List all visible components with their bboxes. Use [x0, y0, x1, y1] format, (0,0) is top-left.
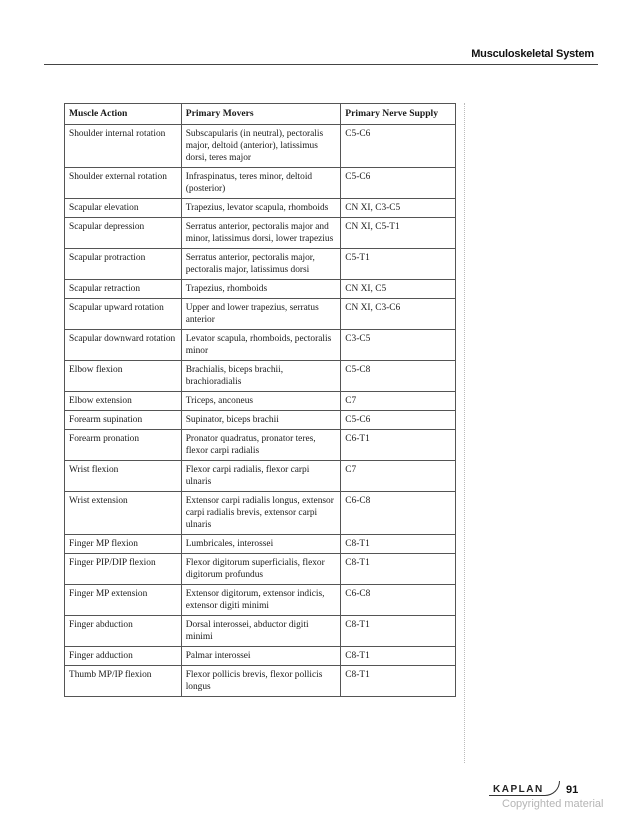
- margin-dotted-rule: [464, 103, 465, 763]
- muscle-action-table: [64, 103, 456, 697]
- table-row: [65, 461, 456, 492]
- cell-nerve-supply: C5-T1: [341, 249, 456, 280]
- cell-muscle-action: Wrist extension: [65, 492, 182, 535]
- cell-muscle-action: Finger abduction: [65, 616, 182, 647]
- table-header-row: [65, 104, 456, 125]
- cell-muscle-action: Scapular elevation: [65, 199, 182, 218]
- cell-muscle-action: Elbow extension: [65, 392, 182, 411]
- table-row: [65, 361, 456, 392]
- cell-nerve-supply: C7: [341, 392, 456, 411]
- table-row: [65, 330, 456, 361]
- cell-nerve-supply: C6-C8: [341, 585, 456, 616]
- cell-muscle-action: Forearm supination: [65, 411, 182, 430]
- cell-primary-movers: Subscapularis (in neutral), pectoralis major, deltoid (anterior), latissimus dorsi, teres major: [181, 125, 341, 168]
- cell-primary-movers: Trapezius, levator scapula, rhomboids: [181, 199, 341, 218]
- page-number: 91: [566, 784, 579, 796]
- cell-muscle-action: Scapular downward rotation: [65, 330, 182, 361]
- cell-nerve-supply: C8-T1: [341, 616, 456, 647]
- cell-primary-movers: Flexor pollicis brevis, flexor pollicis longus: [181, 666, 341, 697]
- table-row: [65, 168, 456, 199]
- cell-nerve-supply: C6-T1: [341, 430, 456, 461]
- cell-muscle-action: Thumb MP/IP flexion: [65, 666, 182, 697]
- cell-muscle-action: Finger MP flexion: [65, 535, 182, 554]
- cell-primary-movers: Dorsal interossei, abductor digiti minimi: [181, 616, 341, 647]
- table-row: [65, 280, 456, 299]
- table-row: [65, 616, 456, 647]
- copyright-watermark: Copyrighted material: [502, 798, 604, 810]
- cell-muscle-action: Scapular retraction: [65, 280, 182, 299]
- table-row: [65, 249, 456, 280]
- cell-primary-movers: Lumbricales, interossei: [181, 535, 341, 554]
- cell-muscle-action: Shoulder external rotation: [65, 168, 182, 199]
- cell-nerve-supply: C5-C6: [341, 125, 456, 168]
- running-head-title: Musculoskeletal System: [471, 48, 594, 60]
- cell-primary-movers: Upper and lower trapezius, serratus anterior: [181, 299, 341, 330]
- cell-primary-movers: Serratus anterior, pectoralis major and minor, latissimus dorsi, lower trapezius: [181, 218, 341, 249]
- cell-nerve-supply: CN XI, C3-C6: [341, 299, 456, 330]
- cell-primary-movers: Infraspinatus, teres minor, deltoid (posterior): [181, 168, 341, 199]
- table-row: [65, 666, 456, 697]
- cell-muscle-action: Finger MP extension: [65, 585, 182, 616]
- cell-nerve-supply: CN XI, C5: [341, 280, 456, 299]
- table-row: [65, 554, 456, 585]
- header-rule: [44, 64, 598, 65]
- table-row: [65, 535, 456, 554]
- cell-primary-movers: Flexor digitorum superficialis, flexor digitorum profundus: [181, 554, 341, 585]
- cell-nerve-supply: C8-T1: [341, 554, 456, 585]
- cell-muscle-action: Elbow flexion: [65, 361, 182, 392]
- cell-nerve-supply: CN XI, C5-T1: [341, 218, 456, 249]
- cell-muscle-action: Shoulder internal rotation: [65, 125, 182, 168]
- cell-nerve-supply: C8-T1: [341, 535, 456, 554]
- cell-muscle-action: Scapular protraction: [65, 249, 182, 280]
- cell-nerve-supply: C8-T1: [341, 647, 456, 666]
- cell-nerve-supply: C5-C8: [341, 361, 456, 392]
- cell-muscle-action: Wrist flexion: [65, 461, 182, 492]
- cell-nerve-supply: C6-C8: [341, 492, 456, 535]
- cell-nerve-supply: C7: [341, 461, 456, 492]
- table-row: [65, 492, 456, 535]
- cell-primary-movers: Trapezius, rhomboids: [181, 280, 341, 299]
- cell-primary-movers: Levator scapula, rhomboids, pectoralis minor: [181, 330, 341, 361]
- cell-muscle-action: Scapular upward rotation: [65, 299, 182, 330]
- cell-muscle-action: Finger PIP/DIP flexion: [65, 554, 182, 585]
- table-row: [65, 392, 456, 411]
- cell-muscle-action: Forearm pronation: [65, 430, 182, 461]
- column-header-primary-movers: Primary Movers: [181, 104, 341, 125]
- cell-nerve-supply: C3-C5: [341, 330, 456, 361]
- cell-muscle-action: Finger adduction: [65, 647, 182, 666]
- table-row: [65, 218, 456, 249]
- cell-primary-movers: Flexor carpi radialis, flexor carpi ulnaris: [181, 461, 341, 492]
- cell-nerve-supply: CN XI, C3-C5: [341, 199, 456, 218]
- kaplan-logo: KAPLAN: [493, 784, 544, 795]
- table-row: [65, 411, 456, 430]
- cell-primary-movers: Extensor carpi radialis longus, extensor carpi radialis brevis, extensor carpi ulnaris: [181, 492, 341, 535]
- table-row: [65, 647, 456, 666]
- cell-nerve-supply: C8-T1: [341, 666, 456, 697]
- cell-primary-movers: Pronator quadratus, pronator teres, flexor carpi radialis: [181, 430, 341, 461]
- table-row: [65, 199, 456, 218]
- cell-nerve-supply: C5-C6: [341, 168, 456, 199]
- cell-primary-movers: Extensor digitorum, extensor indicis, extensor digiti minimi: [181, 585, 341, 616]
- cell-primary-movers: Serratus anterior, pectoralis major, pectoralis major, latissimus dorsi: [181, 249, 341, 280]
- column-header-muscle-action: Muscle Action: [65, 104, 182, 125]
- cell-primary-movers: Triceps, anconeus: [181, 392, 341, 411]
- cell-primary-movers: Palmar interossei: [181, 647, 341, 666]
- cell-muscle-action: Scapular depression: [65, 218, 182, 249]
- cell-nerve-supply: C5-C6: [341, 411, 456, 430]
- table-row: [65, 299, 456, 330]
- table-row: [65, 125, 456, 168]
- cell-primary-movers: Brachialis, biceps brachii, brachioradialis: [181, 361, 341, 392]
- column-header-primary-nerve-supply: Primary Nerve Supply: [341, 104, 456, 125]
- table-row: [65, 585, 456, 616]
- table-row: [65, 430, 456, 461]
- cell-primary-movers: Supinator, biceps brachii: [181, 411, 341, 430]
